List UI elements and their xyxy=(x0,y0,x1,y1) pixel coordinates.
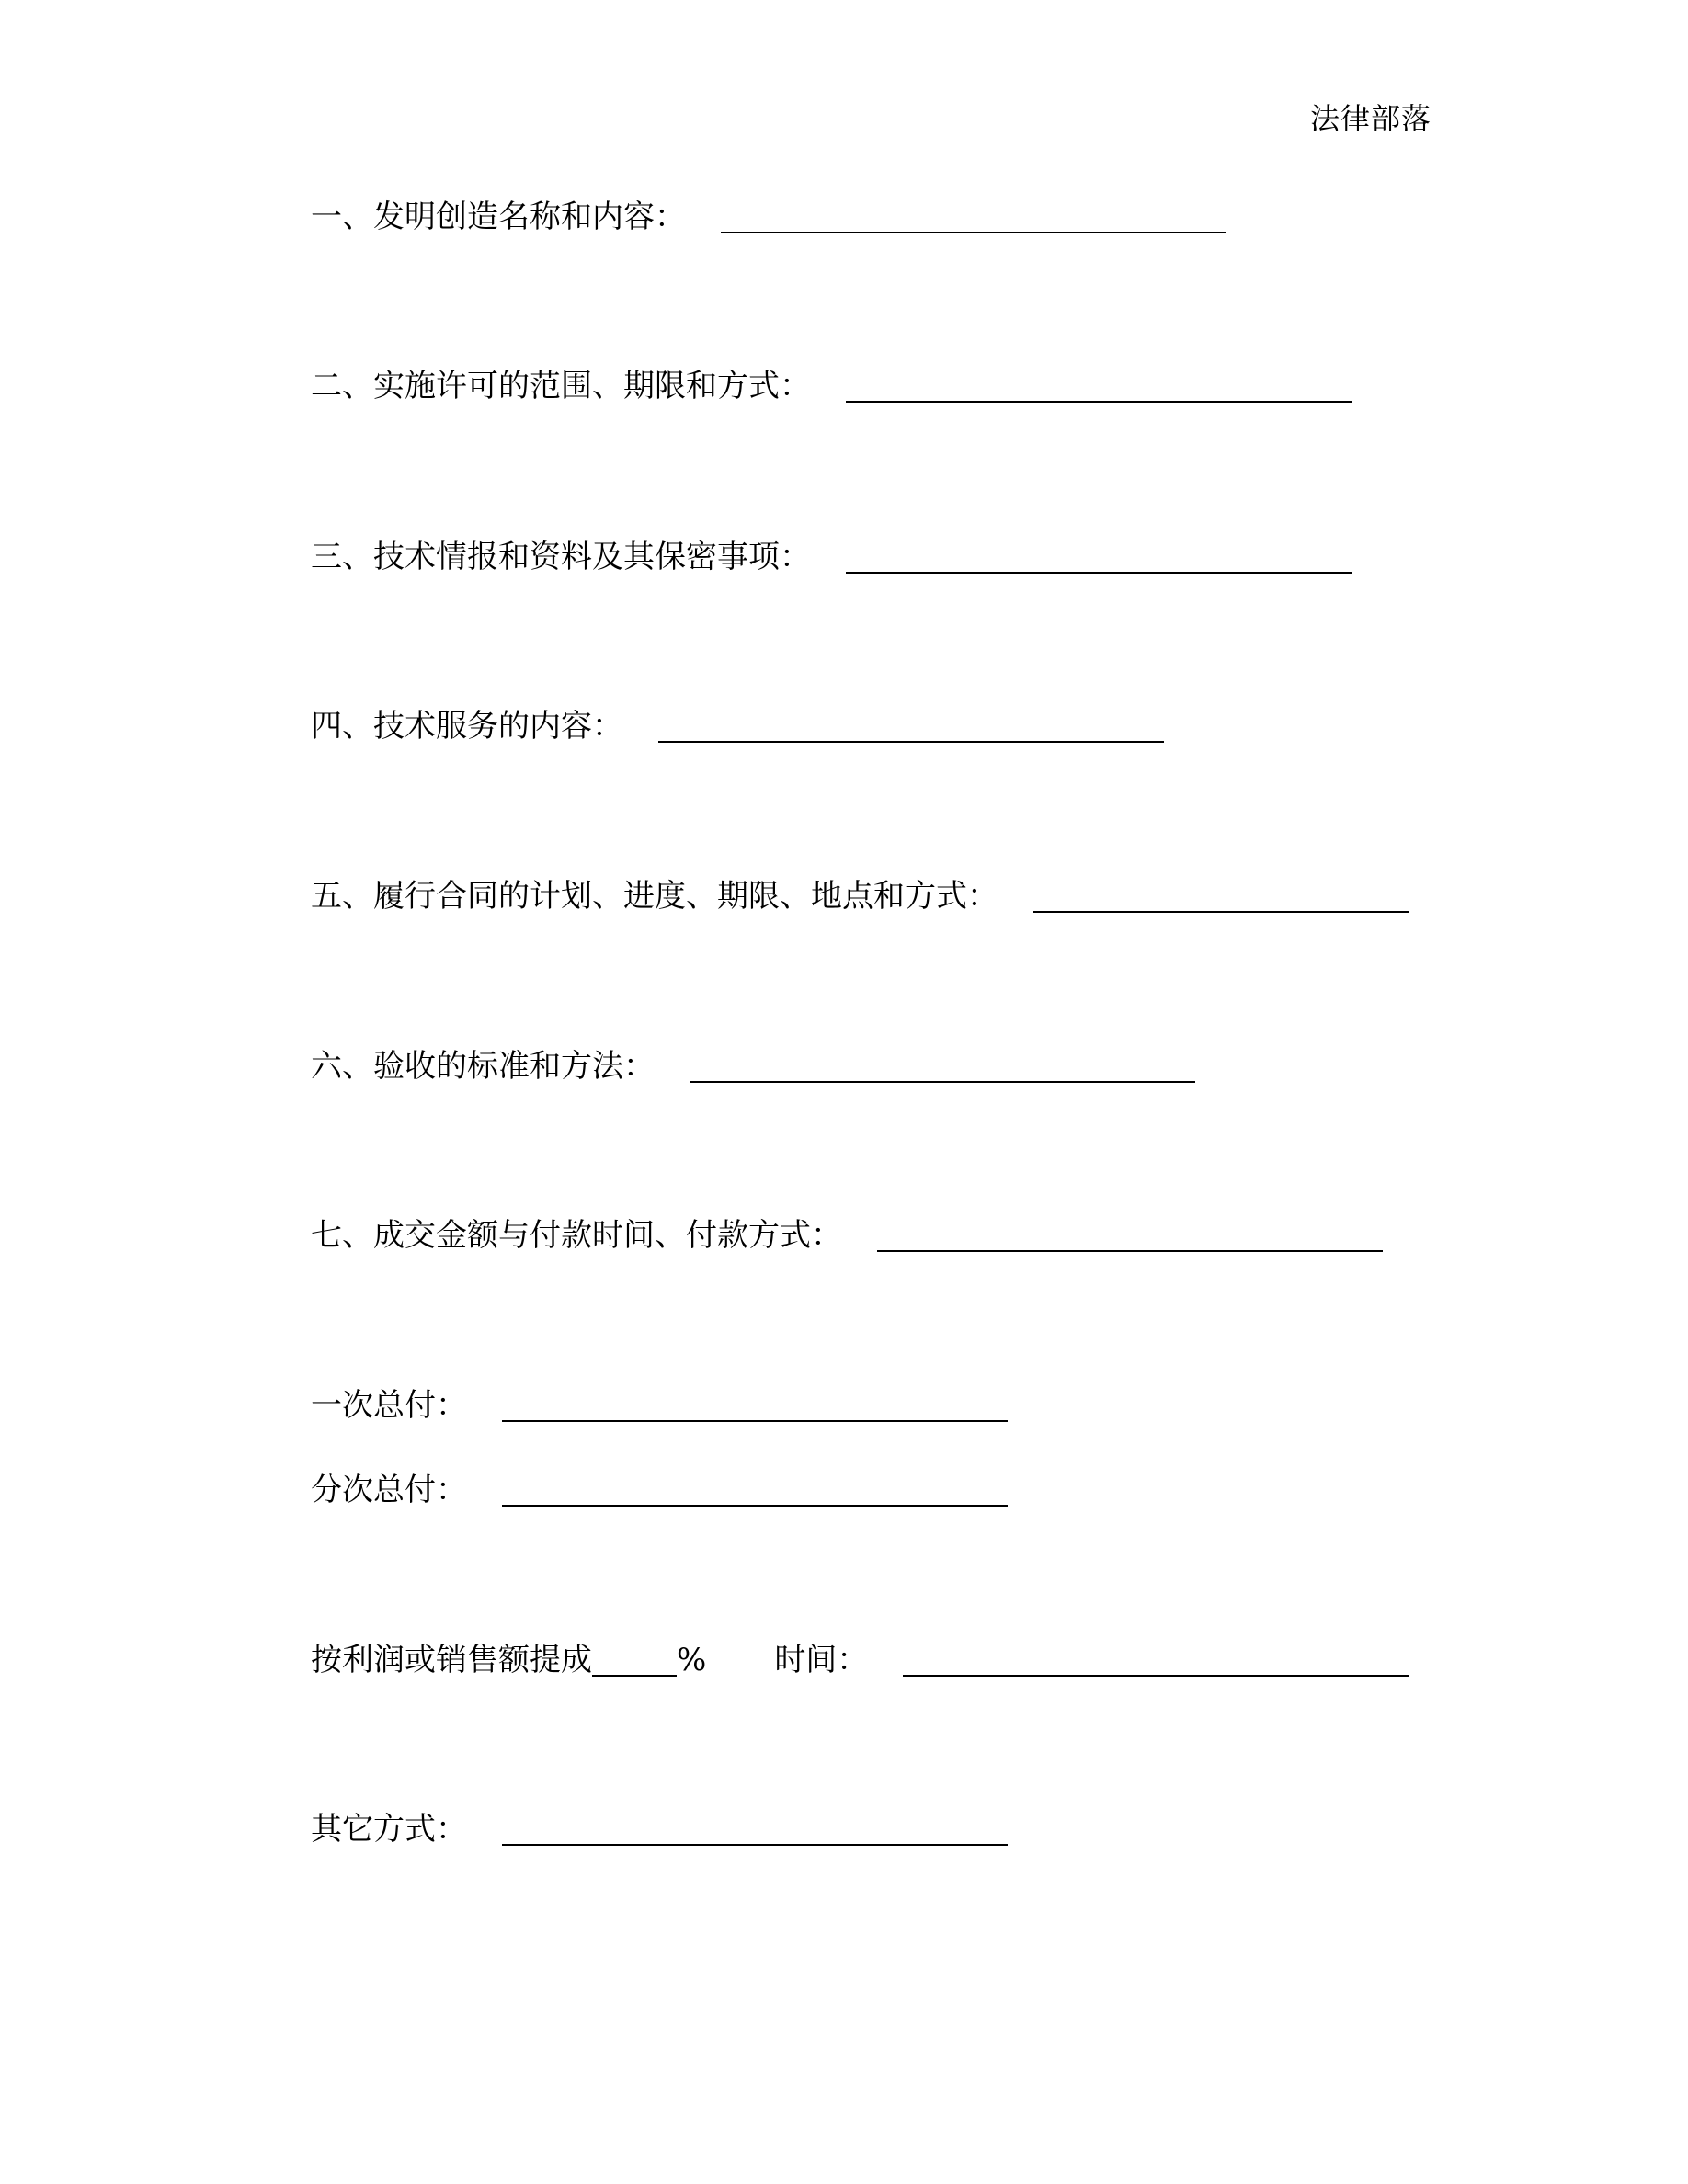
item-2-row xyxy=(311,364,1352,408)
lump-sum-label: 一次总付： xyxy=(311,1387,467,1424)
lump-sum-row xyxy=(311,1383,1008,1428)
installments-label: 分次总付： xyxy=(311,1472,467,1508)
item-4-row xyxy=(311,704,1164,748)
item-5-blank[interactable] xyxy=(1033,911,1409,913)
royalty-time-blank[interactable] xyxy=(903,1675,1409,1677)
installments-row xyxy=(311,1468,1008,1512)
other-method-label: 其它方式： xyxy=(311,1811,467,1848)
item-1-row xyxy=(311,195,1226,239)
lump-sum-blank[interactable] xyxy=(502,1420,1008,1422)
item-7-blank[interactable] xyxy=(877,1250,1383,1252)
item-3-blank[interactable] xyxy=(846,572,1352,574)
royalty-percent-blank[interactable] xyxy=(592,1675,677,1677)
other-method-blank[interactable] xyxy=(502,1844,1008,1846)
item-4-blank[interactable] xyxy=(658,741,1164,743)
item-6-label: 六、验收的标准和方法： xyxy=(311,1048,655,1085)
royalty-label: 按利润或销售额提成 xyxy=(311,1642,592,1678)
item-2-blank[interactable] xyxy=(846,401,1352,403)
royalty-row xyxy=(311,1638,1409,1682)
item-7-label: 七、成交金额与付款时间、付款方式： xyxy=(311,1217,842,1254)
item-5-label: 五、履行合同的计划、进度、期限、地点和方式： xyxy=(311,878,998,915)
item-5-row xyxy=(311,874,1409,918)
other-method-row xyxy=(311,1807,1008,1851)
item-6-row xyxy=(311,1044,1195,1088)
percent-sign: % xyxy=(677,1642,707,1678)
item-3-label: 三、技术情报和资料及其保密事项： xyxy=(311,539,811,575)
time-label: 时间： xyxy=(774,1642,869,1678)
item-4-label: 四、技术服务的内容： xyxy=(311,708,623,745)
item-2-label: 二、实施许可的范围、期限和方式： xyxy=(311,368,811,404)
source-label: 法律部落 xyxy=(1309,101,1431,136)
item-1-blank[interactable] xyxy=(721,232,1226,233)
item-6-blank[interactable] xyxy=(690,1081,1195,1083)
item-7-row xyxy=(311,1213,1383,1257)
installments-blank[interactable] xyxy=(502,1505,1008,1507)
item-1-label: 一、发明创造名称和内容： xyxy=(311,199,686,235)
item-3-row xyxy=(311,535,1352,579)
